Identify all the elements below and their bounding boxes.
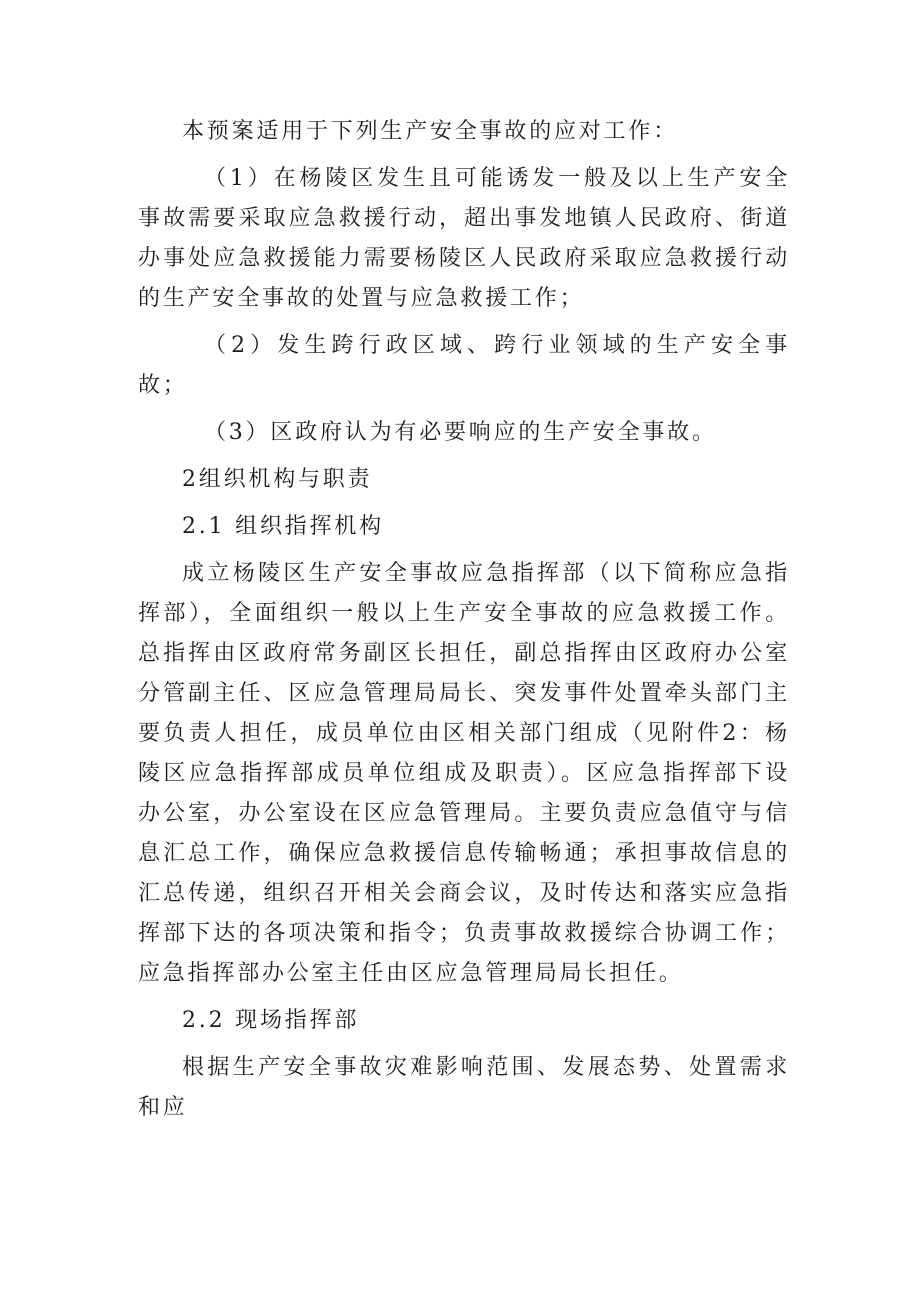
section-2-heading: 2组织机构与职责 — [182, 467, 373, 492]
scope-item-3-paragraph: （3）区政府认为有必要响应的生产安全事故。 — [204, 420, 717, 445]
scope-intro-paragraph: 本预案适用于下列生产安全事故的应对工作： — [182, 119, 679, 144]
section-2-2-heading: 2.2 现场指挥部 — [182, 1008, 360, 1033]
scope-item-2-paragraph: （2）发生跨行政区域、跨行业领域的生产安全事故； — [138, 333, 790, 398]
document-body — [138, 112, 790, 1135]
section-2-1-heading: 2.1 组织指挥机构 — [182, 514, 384, 539]
section-2-1-body-paragraph: 成立杨陵区生产安全事故应急指挥部（以下简称应急指挥部），全面组织一般以上生产安全事故的应急救援工作。总指挥由区政府常务副区长担任，副总指挥由区政府办公室分管副主任、区应急管理局局长、突发事件处置牵头部门主要负责人担任，成员单位由区相关部门组成（见附件2：杨陵区应急指挥部成员单位组成及职责）。区应急指挥部下设办公室，办公室设在区应急管理局。主要负责应急值守与信息汇总工作，确保应急救援信息传输畅通；承担事故信息的汇总传递，组织召开相关会商会议，及时传达和落实应急指挥部下达的各项决策和指令；负责事故救援综合协调工作；应急指挥部办公室主任由区应急管理局局长担任。 — [138, 561, 790, 986]
scope-item-1-paragraph: （1）在杨陵区发生且可能诱发一般及以上生产安全事故需要采取应急救援行动，超出事发地镇人民政府、街道办事处应急救援能力需要杨陵区人民政府采取应急救援行动的生产安全事故的处置与应急救援工作； — [138, 166, 790, 311]
section-2-2-body-paragraph: 根据生产安全事故灾难影响范围、发展态势、处置需求和应 — [138, 1055, 790, 1120]
